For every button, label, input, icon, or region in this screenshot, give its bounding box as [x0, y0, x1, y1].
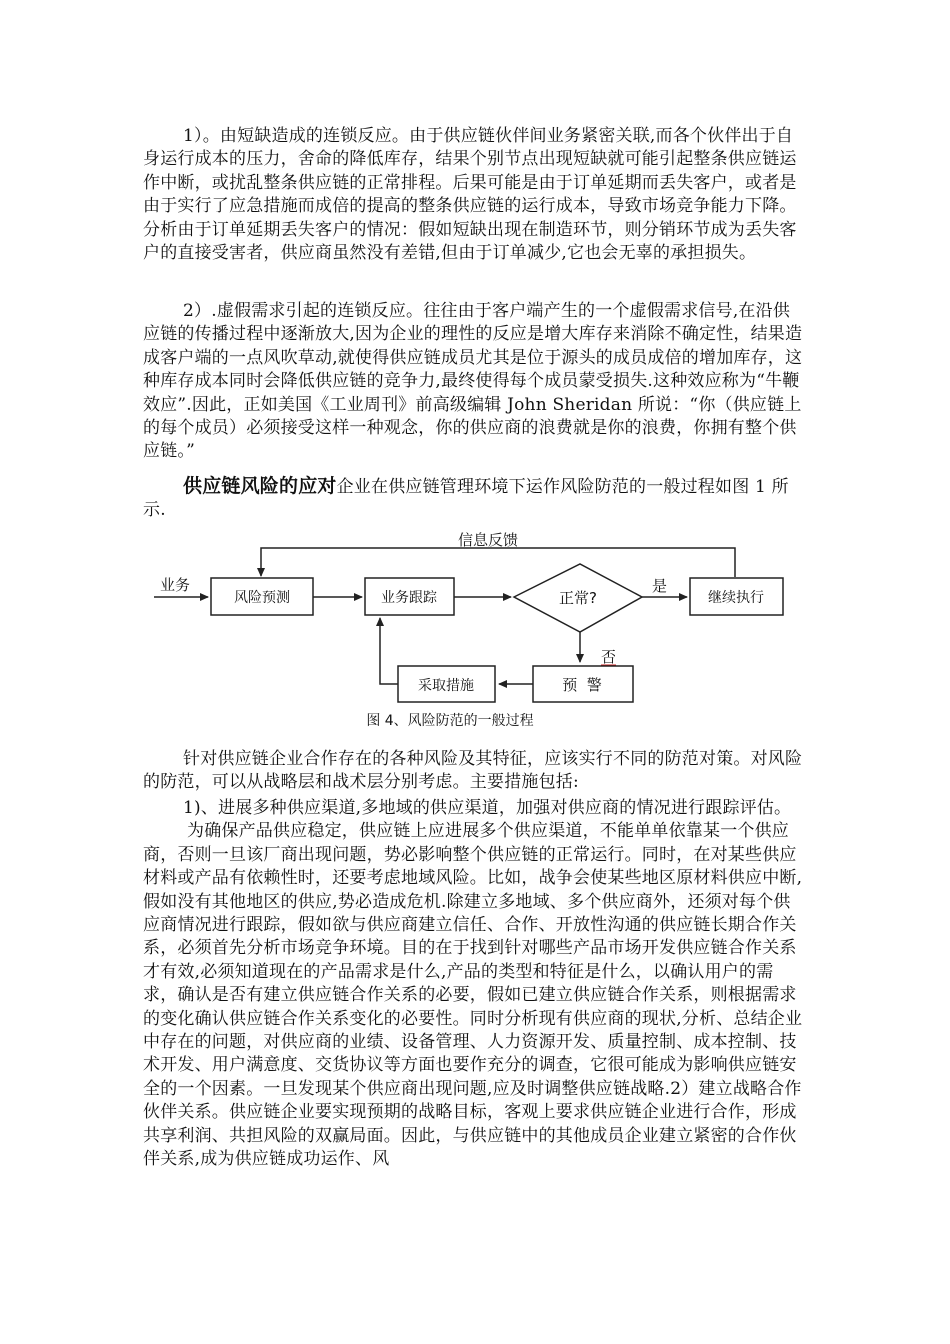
box-business-tracking-label: 业务跟踪 [381, 590, 437, 606]
box-take-measures-label: 采取措施 [418, 678, 474, 694]
box-warning-label: 预 警 [562, 676, 602, 694]
input-label: 业务 [160, 576, 191, 594]
paragraph-multiple-channels [143, 797, 806, 1172]
decision-normal-label: 正常? [559, 589, 597, 607]
figure-caption: 图 4、风险防范的一般过程 [366, 713, 534, 729]
paragraph-chain-reaction-false-demand [143, 300, 806, 464]
paragraph-chain-reaction-shortage [143, 125, 806, 265]
paragraph-countermeasures-intro [143, 748, 806, 795]
paragraph-text: 1）。由短缺造成的连锁反应。由于供应链伙伴间业务紧密关联,而各个伙伴出于自身运行成本的压力，舍命的降低库存，结果个别节点出现短缺就可能引起整条供应链运作中断，或扰乱整条供应链的正常排程。后果可能是由于订单延期而丢失客户，或者是由于实行了应急措施而成倍的提高的整条供应链的运行成本，导致市场竞争能力下降。分析由于订单延期丢失客户的情况：假如短缺出现在制造环节，则分销环节成为丢失客户的直接受害者，供应商虽然没有差错,但由于订单减少,它也会无辜的承担损失。 [143, 126, 797, 264]
yes-label: 是 [652, 577, 668, 595]
arrow-measures-to-tracking [380, 618, 398, 684]
no-label: 否 [601, 648, 617, 666]
paragraph-text: 企业在供应链管理环境下运作风险防范的一般过程如图 1 所示. [143, 477, 789, 521]
paragraph-text: 为确保产品供应稳定，供应链上应进展多个供应渠道，不能单单依靠某一个供应商，否则一旦该厂商出现问题，势必影响整个供应链的正常运行。同时，在对某些供应材料或产品有依赖性时，还要考虑地域风险。比如，战争会使某些地区原材料供应中断,假如没有其他地区的供应,势必造成危机.除建立多地域、多个供应商外，还须对每个供应商情况进行跟踪，假如欲与供应商建立信任、合作、开放性沟通的供应链长期合作关系，必须首先分析市场竞争环境。目的在于找到针对哪些产品市场开发供应链合作关系才有效,必须知道现在的产品需求是什么,产品的类型和特征是什么，以确认用户的需求，确认是否有建立供应链合作关系的必要，假如已建立供应链合作关系，则根据需求的变化确认供应链合作关系变化的必要性。同时分析现有供应商的现状,分析、总结企业中存在的问题，对供应商的业绩、设备管理、人力资源开发、质量控制、成本控制、技术开发、用户满意度、交货协议等方面也要作充分的调查，它很可能成为影响供应链安全的一个因素。一旦发现某个供应商出现问题,应及时调整供应链战略.2）建立战略合作伙伴关系。供应链企业要实现预期的战略目标，客观上要求供应链企业进行合作，形成共享利润、共担风险的双赢局面。因此，与供应链中的其他成员企业建立紧密的合作伙伴关系,成为供应链成功运作、风 [143, 821, 803, 1170]
risk-prevention-flowchart [150, 524, 810, 736]
box-continue-label: 继续执行 [708, 590, 764, 606]
feedback-line [261, 548, 735, 577]
paragraph-text: 2）.虚假需求引起的连锁反应。往往由于客户端产生的一个虚假需求信号,在沿供应链的传播过程中逐渐放大,因为企业的理性的反应是增大库存来消除不确定性，结果造成客户端的一点风吹草动,就使得供应链成员尤其是位于源头的成员成倍的增加库存，这种库存成本同时会降低供应链的竞争力,最终使得每个成员蒙受损失.这种效应称为“牛鞭效应”.因此，正如美国《工业周刊》前高级编辑 John Sheridan 所说：“你（供应链上的每个成员）必须接受这样一种观念，你的供应商的浪费就是你的浪费，你拥有整个供应链。” [143, 301, 803, 462]
feedback-label: 信息反馈 [457, 531, 519, 549]
box-risk-forecast-label: 风险预测 [234, 590, 290, 606]
section-heading: 供应链风险的应对 [183, 475, 337, 497]
paragraph-lead: 1)、进展多种供应渠道,多地域的供应渠道，加强对供应商的情况进行跟踪评估。 [183, 798, 792, 818]
paragraph-risk-response [143, 475, 806, 523]
paragraph-text: 针对供应链企业合作存在的各种风险及其特征，应该实行不同的防范对策。对风险的防范，可以从战略层和战术层分别考虑。主要措施包括: [143, 749, 803, 793]
